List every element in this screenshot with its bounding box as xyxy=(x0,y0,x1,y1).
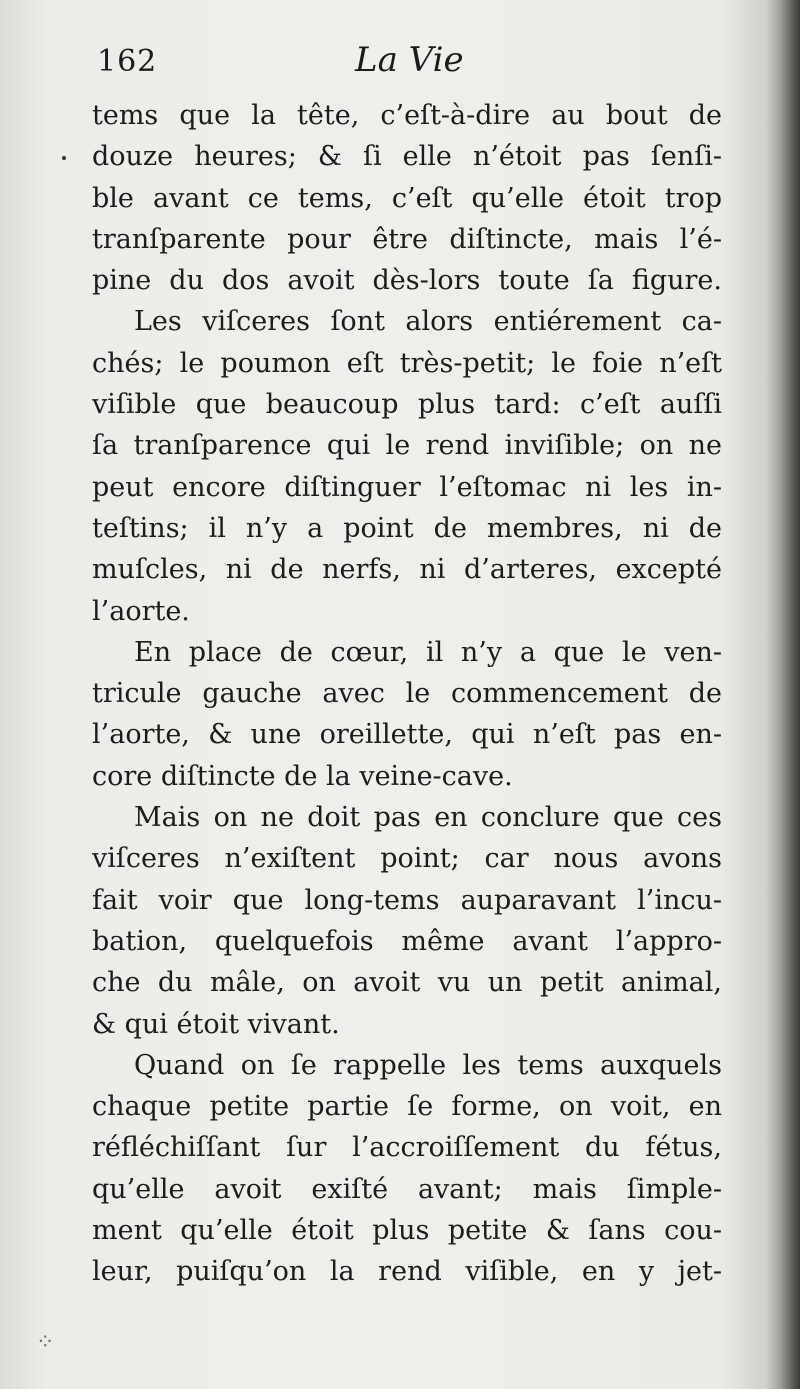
text-line: peut encore diſtinguer l’eſtomac ni les in- xyxy=(92,471,722,503)
text-line: pine du dos avoit dès-lors toute ſa figure. xyxy=(92,265,722,297)
ink-dot xyxy=(62,156,66,160)
text-line: viſible que beaucoup plus tard: c’eſt auſſi xyxy=(92,389,722,421)
text-line: Quand on ſe rappelle les tems auxquels xyxy=(134,1049,722,1081)
paragraph-2 xyxy=(92,301,722,631)
text-line: tricule gauche avec le commencement de xyxy=(92,678,722,710)
running-title: La Vie xyxy=(355,40,464,80)
ink-smudge: ⁘ xyxy=(36,1330,55,1355)
text-line: core diſtincte de la veine-cave. xyxy=(92,760,513,792)
paragraph-4 xyxy=(92,797,722,1045)
text-line: chaque petite partie ſe forme, on voit, en xyxy=(92,1091,722,1123)
text-line: bation, quelquefois même avant l’appro- xyxy=(92,925,722,957)
text-line: che du mâle, on avoit vu un petit animal, xyxy=(92,967,722,999)
page-header xyxy=(97,40,717,90)
text-line: douze heures; & ſi elle n’étoit pas ſenſi- xyxy=(92,141,722,173)
text-line: ment qu’elle étoit plus petite & ſans cou- xyxy=(92,1215,722,1247)
text-line: réfléchiſſant ſur l’accroiſſement du fétus, xyxy=(92,1132,722,1164)
text-line: & qui étoit vivant. xyxy=(92,1008,340,1040)
page-number: 162 xyxy=(97,44,158,79)
page-edge-shadow xyxy=(766,0,800,1389)
text-line: chés; le poumon eſt très-petit; le foie n’eſt xyxy=(92,347,722,379)
text-line: tems que la tête, c’eſt-à-dire au bout de xyxy=(92,100,722,131)
text-line: teſtins; il n’y a point de membres, ni de xyxy=(92,512,722,544)
text-line: Mais on ne doit pas en conclure que ces xyxy=(134,802,722,834)
text-line: En place de cœur, il n’y a que le ven- xyxy=(134,636,722,668)
paragraph-5 xyxy=(92,1045,722,1293)
text-line: l’aorte, & une oreillette, qui n’eſt pas en- xyxy=(92,719,722,751)
text-line: fait voir que long-tems auparavant l’incu- xyxy=(92,884,722,916)
text-line: ſa tranſparence qui le rend inviſible; on ne xyxy=(92,430,722,462)
text-line: Les viſceres ſont alors entiérement ca- xyxy=(134,306,722,338)
paragraph-1 xyxy=(92,95,722,301)
text-line: viſceres n’exiſtent point; car nous avons xyxy=(92,843,722,875)
text-line: ble avant ce tems, c’eſt qu’elle étoit trop xyxy=(92,182,722,214)
text-line: qu’elle avoit exiſté avant; mais ſimple- xyxy=(92,1173,722,1205)
text-line: leur, puiſqu’on la rend viſible, en y jet- xyxy=(92,1256,722,1288)
text-line: tranſparente pour être diſtincte, mais l’é- xyxy=(92,223,722,255)
text-line: l’aorte. xyxy=(92,595,190,627)
body-text xyxy=(92,95,722,1293)
text-line: muſcles, ni de nerfs, ni d’arteres, excepté xyxy=(92,554,722,586)
paragraph-3 xyxy=(92,632,722,797)
